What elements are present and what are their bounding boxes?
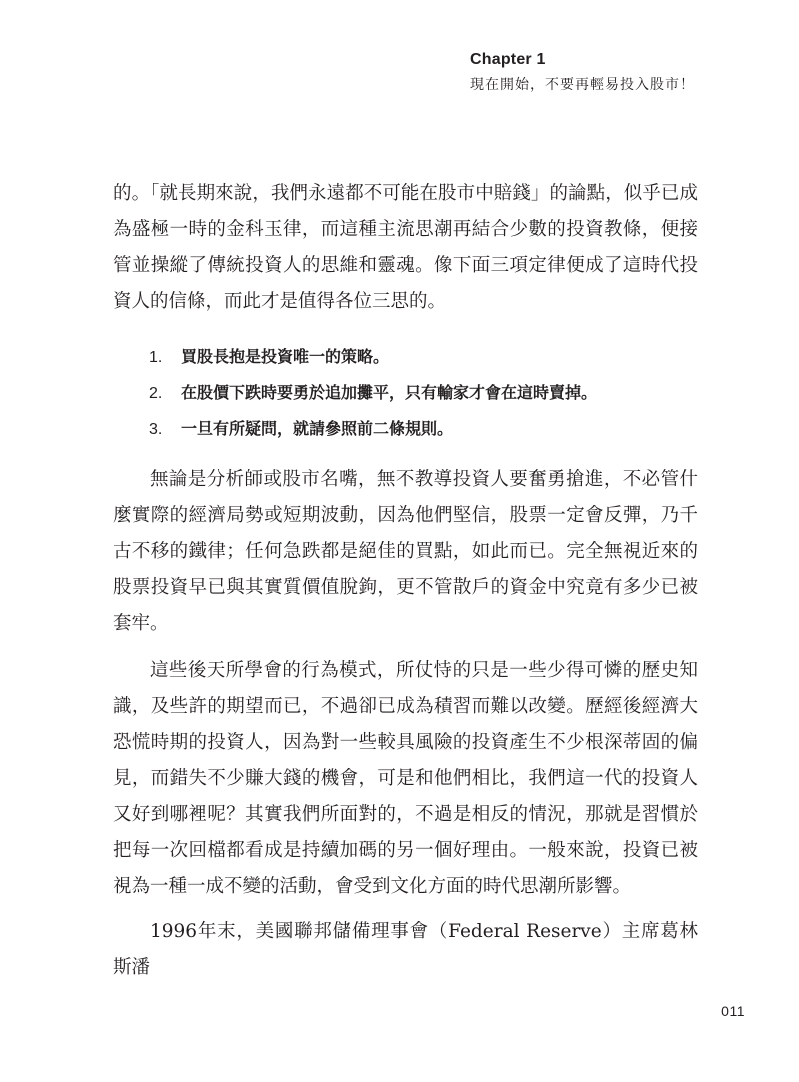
rule-number: 3. [149,421,163,438]
paragraph-4: 1996年末，美國聯邦儲備理事會（Federal Reserve）主席葛林斯潘 [113,921,698,978]
running-header [470,50,695,95]
rule-number: 1. [149,349,163,366]
rule-number: 2. [149,385,163,402]
chapter-label: Chapter 1 [470,51,546,68]
chapter-title: 現在開始，不要再輕易投入股市！ [470,77,695,93]
rule-text: 買股長抱是投資唯一的策略。 [181,347,390,366]
paragraph-1: 的。「就長期來說，我們永遠都不可能在股市中賠錢」的論點，似乎已成為盛極一時的金科玉律，而這種主流思潮再結合少數的投資教條，便接管並操縱了傳統投資人的思維和靈魂。像下面三項定律便成了這時代投資人的信條，而此才是值得各位三思的。 [113,183,698,312]
rules-list [149,339,709,447]
rule-item [149,375,709,411]
paragraph-2: 無論是分析師或股市名嘴，無不教導投資人要奮勇搶進，不必管什麼實際的經濟局勢或短期波動，因為他們堅信，股票一定會反彈，乃千古不移的鐵律；任何急跌都是絕佳的買點，如此而已。完全無視近來的股票投資早已與其實質價值脫鉤，更不管散戶的資金中究竟有多少已被套牢。 [113,469,698,634]
rule-text: 一旦有所疑問，就請參照前二條規則。 [181,419,454,438]
rule-text: 在股價下跌時要勇於追加攤平，只有輸家才會在這時賣掉。 [181,383,598,402]
page-number: 011 [721,1003,745,1019]
rule-item [149,339,709,375]
paragraph-3: 這些後天所學會的行為模式，所仗恃的只是一些少得可憐的歷史知識，及些許的期望而已，不過卻已成為積習而難以改變。歷經後經濟大恐慌時期的投資人，因為對一些較具風險的投資產生不少根深蒂固的偏見，而錯失不少賺大錢的機會，可是和他們相比，我們這一代的投資人又好到哪裡呢？其實我們所面對的，不過是相反的情況，那就是習慣於把每一次回檔都看成是持續加碼的另一個好理由。一般來說，投資已被視為一種一成不變的活動，會受到文化方面的時代思潮所影響。 [113,660,698,897]
rule-item [149,411,709,447]
